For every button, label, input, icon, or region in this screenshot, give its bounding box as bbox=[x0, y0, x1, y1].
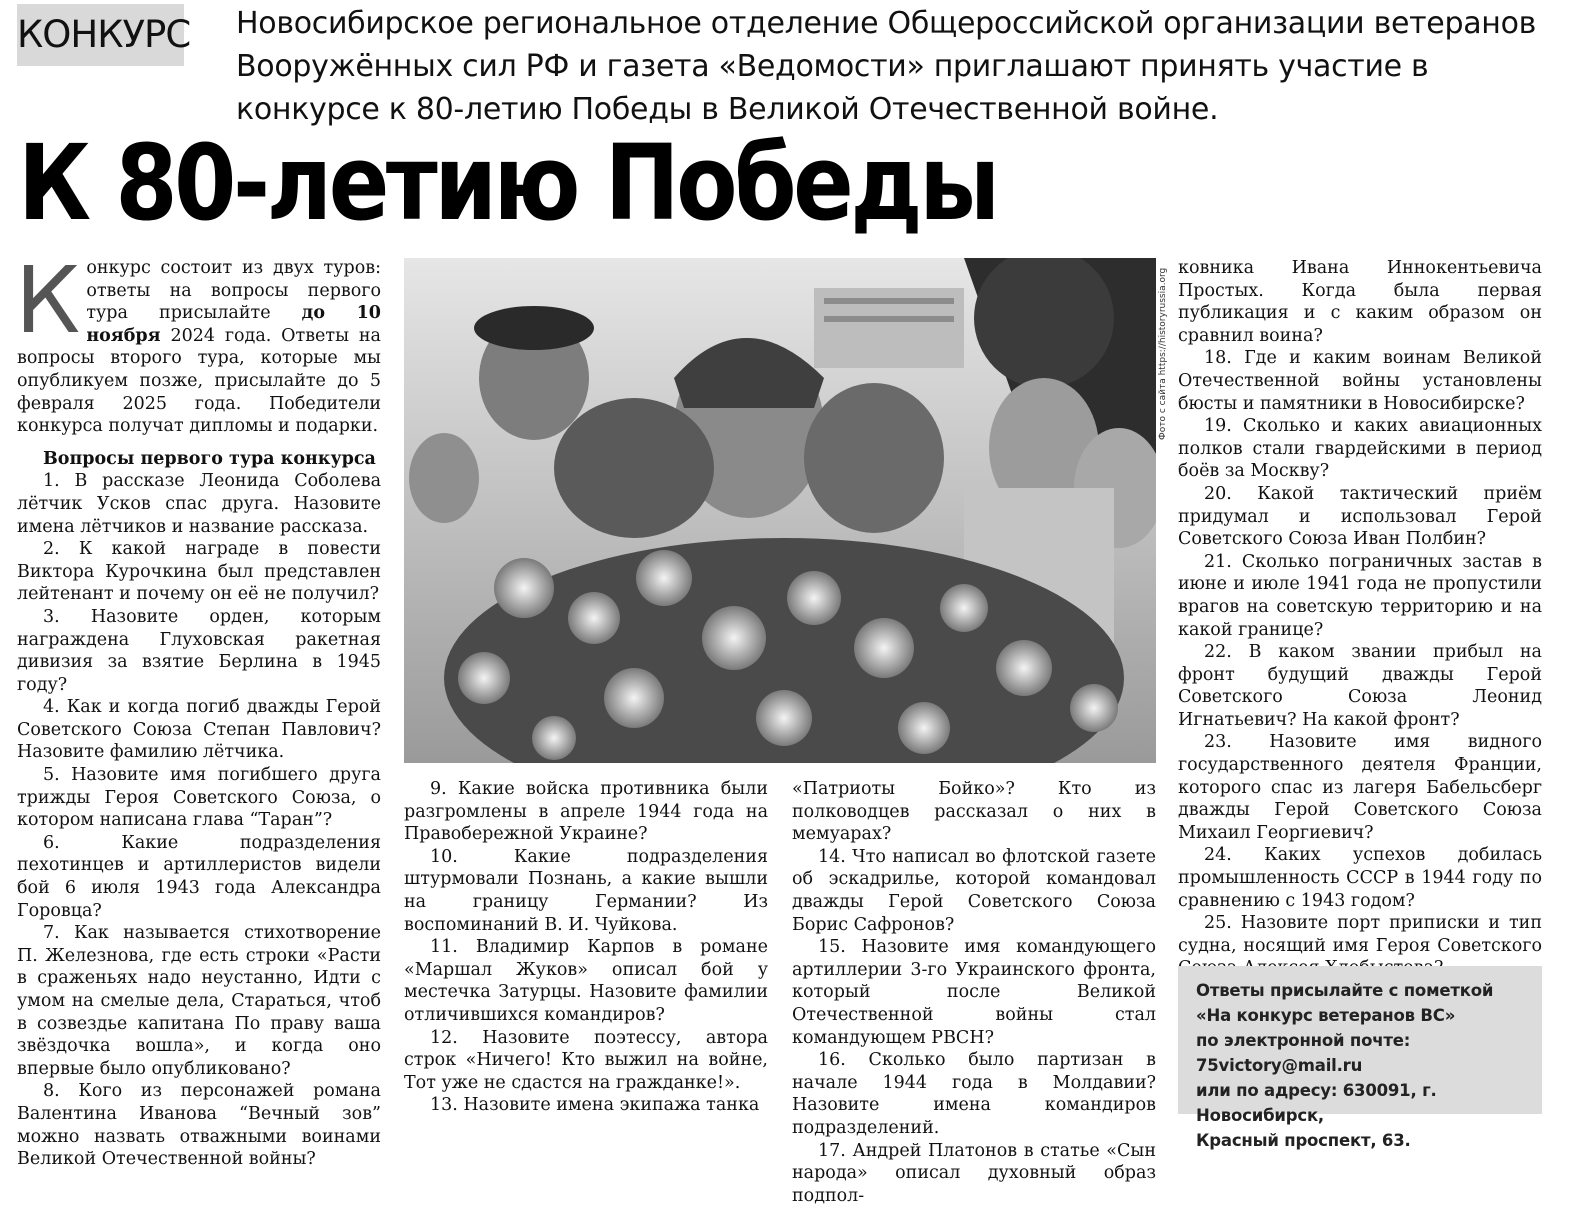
box-line: «На конкурс ветеранов ВС» bbox=[1196, 1003, 1536, 1028]
question-item: 25. Назовите порт приписки и тип судна, носящий имя Героя Советского bbox=[1178, 912, 1542, 980]
headline: К 80-летию Победы bbox=[18, 128, 997, 238]
question-item: 6. Какие подразделения пехотинцев и артиллеристов видели бой 6 июля 1943 года Александра Горовца? bbox=[17, 832, 381, 922]
box-line: Ответы присылайте с пометкой bbox=[1196, 978, 1536, 1003]
column-3 bbox=[792, 778, 1156, 1207]
questions-list-1 bbox=[17, 470, 381, 1170]
intro-text-a: онкурс состоит из двух туров: ответы на вопросы первого тура присылайте bbox=[86, 258, 381, 323]
photo-credit: Фото с сайта https://historyrussia.org bbox=[1158, 260, 1172, 440]
archival-photo bbox=[404, 258, 1156, 763]
question-item: 7. Как называется стихотворение П. Железнова, где есть строки «Расти в сраженьях надо неустанно, Идти с умом на смелые дела, Стараться, чтоб в созвездье капитана По праву ваша звёздочка вошла», и когда оно впервые было опубликовано? bbox=[17, 922, 381, 1080]
drop-cap: К bbox=[15, 261, 80, 341]
question-item: 17. Андрей Платонов в статье «Сын народа» описал духовный образ подпол- bbox=[792, 1140, 1156, 1207]
column-2 bbox=[404, 778, 768, 1117]
question-item: 19. Сколько и каких авиационных полков стали гвардейскими в период боёв за Москву? bbox=[1178, 415, 1542, 483]
deadline: до 10 ноября bbox=[86, 303, 381, 346]
question-item: 24. Каких успехов добилась промышленность СССР в 1944 году по сравнению с 1943 годом? bbox=[1178, 844, 1542, 912]
question-item: 23. Назовите имя видного государственного деятеля Франции, которого спас из лагеря Бабельсберг дважды Герой Советского Союза Михаил Георгиевич? bbox=[1178, 731, 1542, 844]
questions-list-2 bbox=[404, 778, 768, 1117]
intro-paragraph bbox=[17, 257, 381, 438]
question-item: 8. Кого из персонажей романа Валентина Иванова “Вечный зов” можно назвать отважными воинами Великой Отечественной войны? bbox=[17, 1080, 381, 1170]
question-item: 2. К какой награде в повести Виктора Курочкина был представлен лейтенант и почему он её не получил? bbox=[17, 538, 381, 606]
question-item: 11. Владимир Карпов в романе «Маршал Жуков» описал бой у местечка Затурцы. Назовите фамилии отличившихся командиров? bbox=[404, 936, 768, 1026]
question-item: 15. Назовите имя командующего артиллерии 3-го Украинского фронта, который после Великой Отечественной войны стал командующем РВСН? bbox=[792, 936, 1156, 1049]
lead-paragraph: Новосибирское региональное отделение Общероссийской организации ветеранов Вооружённых сил РФ и газета «Ведомости» приглашают принять участие в конкурсе к 80-летию Победы в Великой Отечественной войне. bbox=[236, 2, 1576, 131]
address-line: Красный проспект, 63. bbox=[1196, 1128, 1536, 1153]
address-line: или по адресу: 630091, г. Новосибирск, bbox=[1196, 1078, 1536, 1128]
question-item: 4. Как и когда погиб дважды Герой Советского Союза Степан Павлович? Назовите фамилию лётчика. bbox=[17, 696, 381, 764]
continuation-text: ковника Ивана Иннокентьевича Простых. Когда была первая публикация и с каким образом он сравнил воина? bbox=[1178, 257, 1542, 347]
submission-info-text bbox=[1196, 978, 1536, 1153]
questions-list-4 bbox=[1178, 347, 1542, 980]
section-title: Вопросы первого тура конкурса bbox=[17, 448, 381, 471]
question-item: 16. Сколько было партизан в начале 1944 года в Молдавии? Назовите имена командиров подразделений. bbox=[792, 1049, 1156, 1139]
question-item: 9. Какие войска противника были разгромлены в апреле 1944 года на Правобережной Украине? bbox=[404, 778, 768, 846]
question-item: 12. Назовите поэтессу, автора строк «Ничего! Кто выжил на войне, Тот уже не сдастся на гражданке!». bbox=[404, 1027, 768, 1095]
photo-illustration bbox=[404, 258, 1156, 763]
question-item: 13. Назовите имена экипажа танка bbox=[404, 1094, 768, 1117]
section-kicker: КОНКУРС bbox=[17, 4, 184, 66]
question-item: 1. В рассказе Леонида Соболева лётчик Усков спас друга. Назовите имена лётчиков и название рассказа. bbox=[17, 470, 381, 538]
email-line: по электронной почте: 75victory@mail.ru bbox=[1196, 1028, 1536, 1078]
question-item: 5. Назовите имя погибшего друга трижды Героя Советского Союза, о котором написана глава “Таран”? bbox=[17, 764, 381, 832]
question-item: 22. В каком звании прибыл на фронт будущий дважды Герой Советского Союза Леонид Игнатьевич? На какой фронт? bbox=[1178, 641, 1542, 731]
continuation-text: «Патриоты Бойко»? Кто из полководцев рассказал о них в мемуарах? bbox=[792, 778, 1156, 846]
intro-text-b: 2024 года. Ответы на вопросы второго тура, которые мы опубликуем позже, присылайте до 5 февраля 2025 года. Победители конкурса получат дипломы и подарки. bbox=[17, 326, 381, 436]
column-4 bbox=[1178, 257, 1542, 980]
column-1 bbox=[17, 257, 381, 1171]
question-item: 20. Какой тактический приём придумал и использовал Герой Советского Союза Иван Полбин? bbox=[1178, 483, 1542, 551]
question-item: 18. Где и каким воинам Великой Отечественной войны установлены бюсты и памятники в Новосибирске? bbox=[1178, 347, 1542, 415]
question-item: 21. Сколько пограничных застав в июне и июле 1941 года не пропустили врагов на советскую территорию и на какой границе? bbox=[1178, 551, 1542, 641]
questions-list-3 bbox=[792, 846, 1156, 1207]
question-item: 14. Что написал во флотской газете об эскадрилье, которой командовал дважды Герой Советского Союза Борис Сафронов? bbox=[792, 846, 1156, 936]
question-item: 10. Какие подразделения штурмовали Познань, а какие вышли на границу Германии? Из воспоминаний В. И. Чуйкова. bbox=[404, 846, 768, 936]
question-item: 3. Назовите орден, которым награждена Глуховская ракетная дивизия за взятие Берлина в 1945 году? bbox=[17, 606, 381, 696]
submission-info-box bbox=[1178, 966, 1542, 1114]
